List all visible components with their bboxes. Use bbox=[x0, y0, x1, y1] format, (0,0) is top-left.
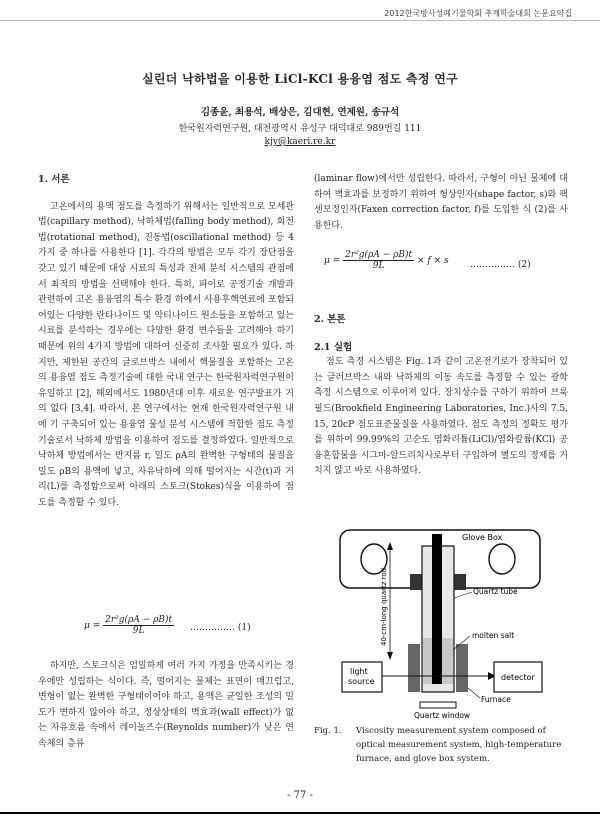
intro-paragraph-2: 하지만, 스토크식은 엄밀하게 여러 가지 가정을 만족시키는 경우에만 성립하는 식이다. 즉, 떨어지는 물체는 표면이 매끄럽고, 변형이 없는 완벽한 구형태이어야 하고, 용액은 균일한 조성의 밀도가 변하지 않아야 하고, 정상상태의 벽효과(wall effect)가 없는 자유흐름 속에서 레이놀즈수(Reynolds number)가 낮은 연속체의 층류 bbox=[38, 661, 294, 749]
figure-caption-label: Fig. 1. bbox=[314, 726, 342, 736]
subsection-experiment-heading: 2.1 실험 bbox=[314, 341, 353, 353]
quartz-window bbox=[420, 702, 456, 708]
furnace-right bbox=[456, 644, 468, 692]
furnace-leader bbox=[468, 688, 480, 698]
page-number: - 77 - bbox=[287, 790, 313, 801]
eq2-denominator: 9L bbox=[372, 261, 385, 271]
left-column bbox=[38, 172, 294, 511]
footer-rule bbox=[0, 812, 600, 814]
equation-2 bbox=[324, 250, 449, 271]
quartz-tube-leader bbox=[454, 592, 472, 598]
eq2-fraction bbox=[343, 250, 414, 271]
figure-1-diagram bbox=[322, 526, 552, 722]
authors: 김종윤, 최용석, 배상은, 김대현, 연제원, 송규석 bbox=[200, 107, 400, 118]
email bbox=[0, 137, 600, 147]
quartz-tube-label: Quartz tube bbox=[473, 587, 518, 596]
figure-caption-text: Viscosity measurement system composed of optical measurement system, high-temperature furnace, and glove box system. bbox=[356, 726, 562, 764]
eq1-denominator: 9L bbox=[132, 626, 145, 636]
furnace-label: Furnace bbox=[481, 695, 511, 704]
rod-arrow-bottom bbox=[387, 652, 393, 660]
furnace-left bbox=[408, 644, 420, 692]
email-link[interactable]: kjy@kaeri.re.kr bbox=[264, 137, 336, 147]
eq2-tail: × f × s bbox=[417, 256, 449, 266]
eq2-number bbox=[470, 260, 531, 270]
rod-length-label: 40-cm-long quartz rod bbox=[380, 567, 388, 646]
light-source-label-1: light bbox=[350, 667, 368, 676]
eq1-number bbox=[190, 623, 251, 633]
conference-header: 2012한국방사성폐기물학회 추계학술대회 논문요약집 bbox=[384, 9, 572, 18]
right-paragraph-1: (laminar flow)에서만 성립한다. 따라서, 구형이 아닌 물체에 대하여 벽효과를 보정하기 위하여 형상인자(shape factor, s)와 팩센보정인자(Faxen correction factor, f)를 도입한 식 (2)를 사용한다. bbox=[314, 174, 568, 231]
eq1-numerator: 2r²g(ρA − ρB)t bbox=[105, 615, 173, 625]
molten-salt-label: molten salt bbox=[472, 631, 515, 640]
experiment-paragraph: 점도 측정 시스템은 Fig. 1과 같이 고온전기로가 장착되어 있는 글러브박스 내와 낙하체의 이동 속도를 측정할 수 있는 광학 측정 시스템으로 이루어져 있다. 장치상수를 구하기 위하여 브룩필드(Brookfield Engineering Laboratories, Inc.)사의 7.5, 15, 20cP 점도표준물질을 사용하였다. 점도 측정의 정확도 평가를 위하여 99.99%의 고순도 염화리튬(LiCl)/염화칼륨(KCl) 공융혼합물을 시그마-알드리치사로부터 구입하여 별도의 정제를 거치지 않고 바로 사용하였다. bbox=[314, 357, 568, 477]
paper-title: 실린더 낙하법을 이용한 LiCl-KCl 용융염 점도 측정 연구 bbox=[142, 72, 458, 86]
eq2-numerator: 2r²g(ρA − ρB)t bbox=[345, 250, 413, 260]
equation-1 bbox=[84, 615, 174, 636]
intro-paragraph-1: 고온에서의 용액 점도를 측정하기 위해서는 일반적으로 모세관법(capillary method), 낙하체법(falling body method), 회전법(rotational method), 진동법(oscillational method) 등 4가지 중 하나를 사용한다 [1]. 각각의 방법은 모두 각기 장단점을 갖고 있기 때문에 대상 시료의 특성과 전체 분석 시스템의 관점에서 최적의 방법을 선택해야 한다. 특히, 파이로 공정기술 개발과 관련하여 고온 용융염의 특수 환경 하에서 사용후핵연료에 포함되어있는 다양한 란타나이드 및 악티나이드 원소들을 포함하고 있는 시료를 분석하는 경우에는 다양한 환경 변수들을 고려해야 하기 때문에 위의 4가지 방법에 대하여 신중히 조사할 필요가 있다. 하지만, 제한된 공간의 글로브박스 내에서 핵물질을 포함하는 고온의 용융염 점도 측정기술에 대한 국내 연구는 한국원자력연구원이 유일하고 [2], 해외에서도 1980년대 이후 새로운 연구발표가 거의 없다 [3,4]. 따라서, 본 연구에서는 현재 한국원자력연구원 내에 기 구축되어 있는 용융염 물성 분석 시스템에 적합한 점도 측정 기술로서 낙하체 방법을 이용하여 점도를 결정하였다. 일반적으로 낙하체 방법에서는 반지름 r, 밀도 ρA의 완벽한 구형태의 물질을 밀도 ρB의 용액에 넣고, 자유낙하에 의해 떨어지는 시간(t)과 거리(L)를 측정함으로써 아래의 스토크(Stokes)식을 이용하여 점도를 측정할 수 있다. bbox=[38, 201, 294, 508]
eq2-dots: …………… bbox=[470, 260, 515, 270]
section-body-heading: 2. 본론 bbox=[314, 314, 346, 325]
eq1-fraction bbox=[103, 615, 174, 636]
section-intro-heading: 1. 서론 bbox=[38, 174, 70, 185]
eq2-label: (2) bbox=[517, 260, 531, 270]
left-column-bottom bbox=[38, 659, 294, 753]
right-column-top bbox=[314, 172, 568, 234]
affiliation: 한국원자력연구원, 대전광역시 유성구 대덕대로 989번길 111 bbox=[178, 124, 422, 134]
rod-in-salt bbox=[432, 638, 442, 684]
eq1-dots: …………… bbox=[190, 623, 235, 633]
eq1-label: (1) bbox=[237, 623, 251, 633]
detector-label: detector bbox=[501, 673, 535, 682]
glove-box-label: Glove Box bbox=[462, 533, 503, 542]
header-rule bbox=[0, 20, 600, 21]
eq2-lhs: μ = bbox=[324, 256, 341, 266]
right-column-mid bbox=[314, 312, 568, 480]
quartz-window-label: Quartz window bbox=[414, 711, 471, 720]
eq1-lhs: μ = bbox=[84, 621, 101, 631]
figure-1-caption bbox=[314, 724, 568, 766]
light-source-label-2: source bbox=[348, 677, 375, 686]
glove-port-right bbox=[489, 544, 515, 574]
